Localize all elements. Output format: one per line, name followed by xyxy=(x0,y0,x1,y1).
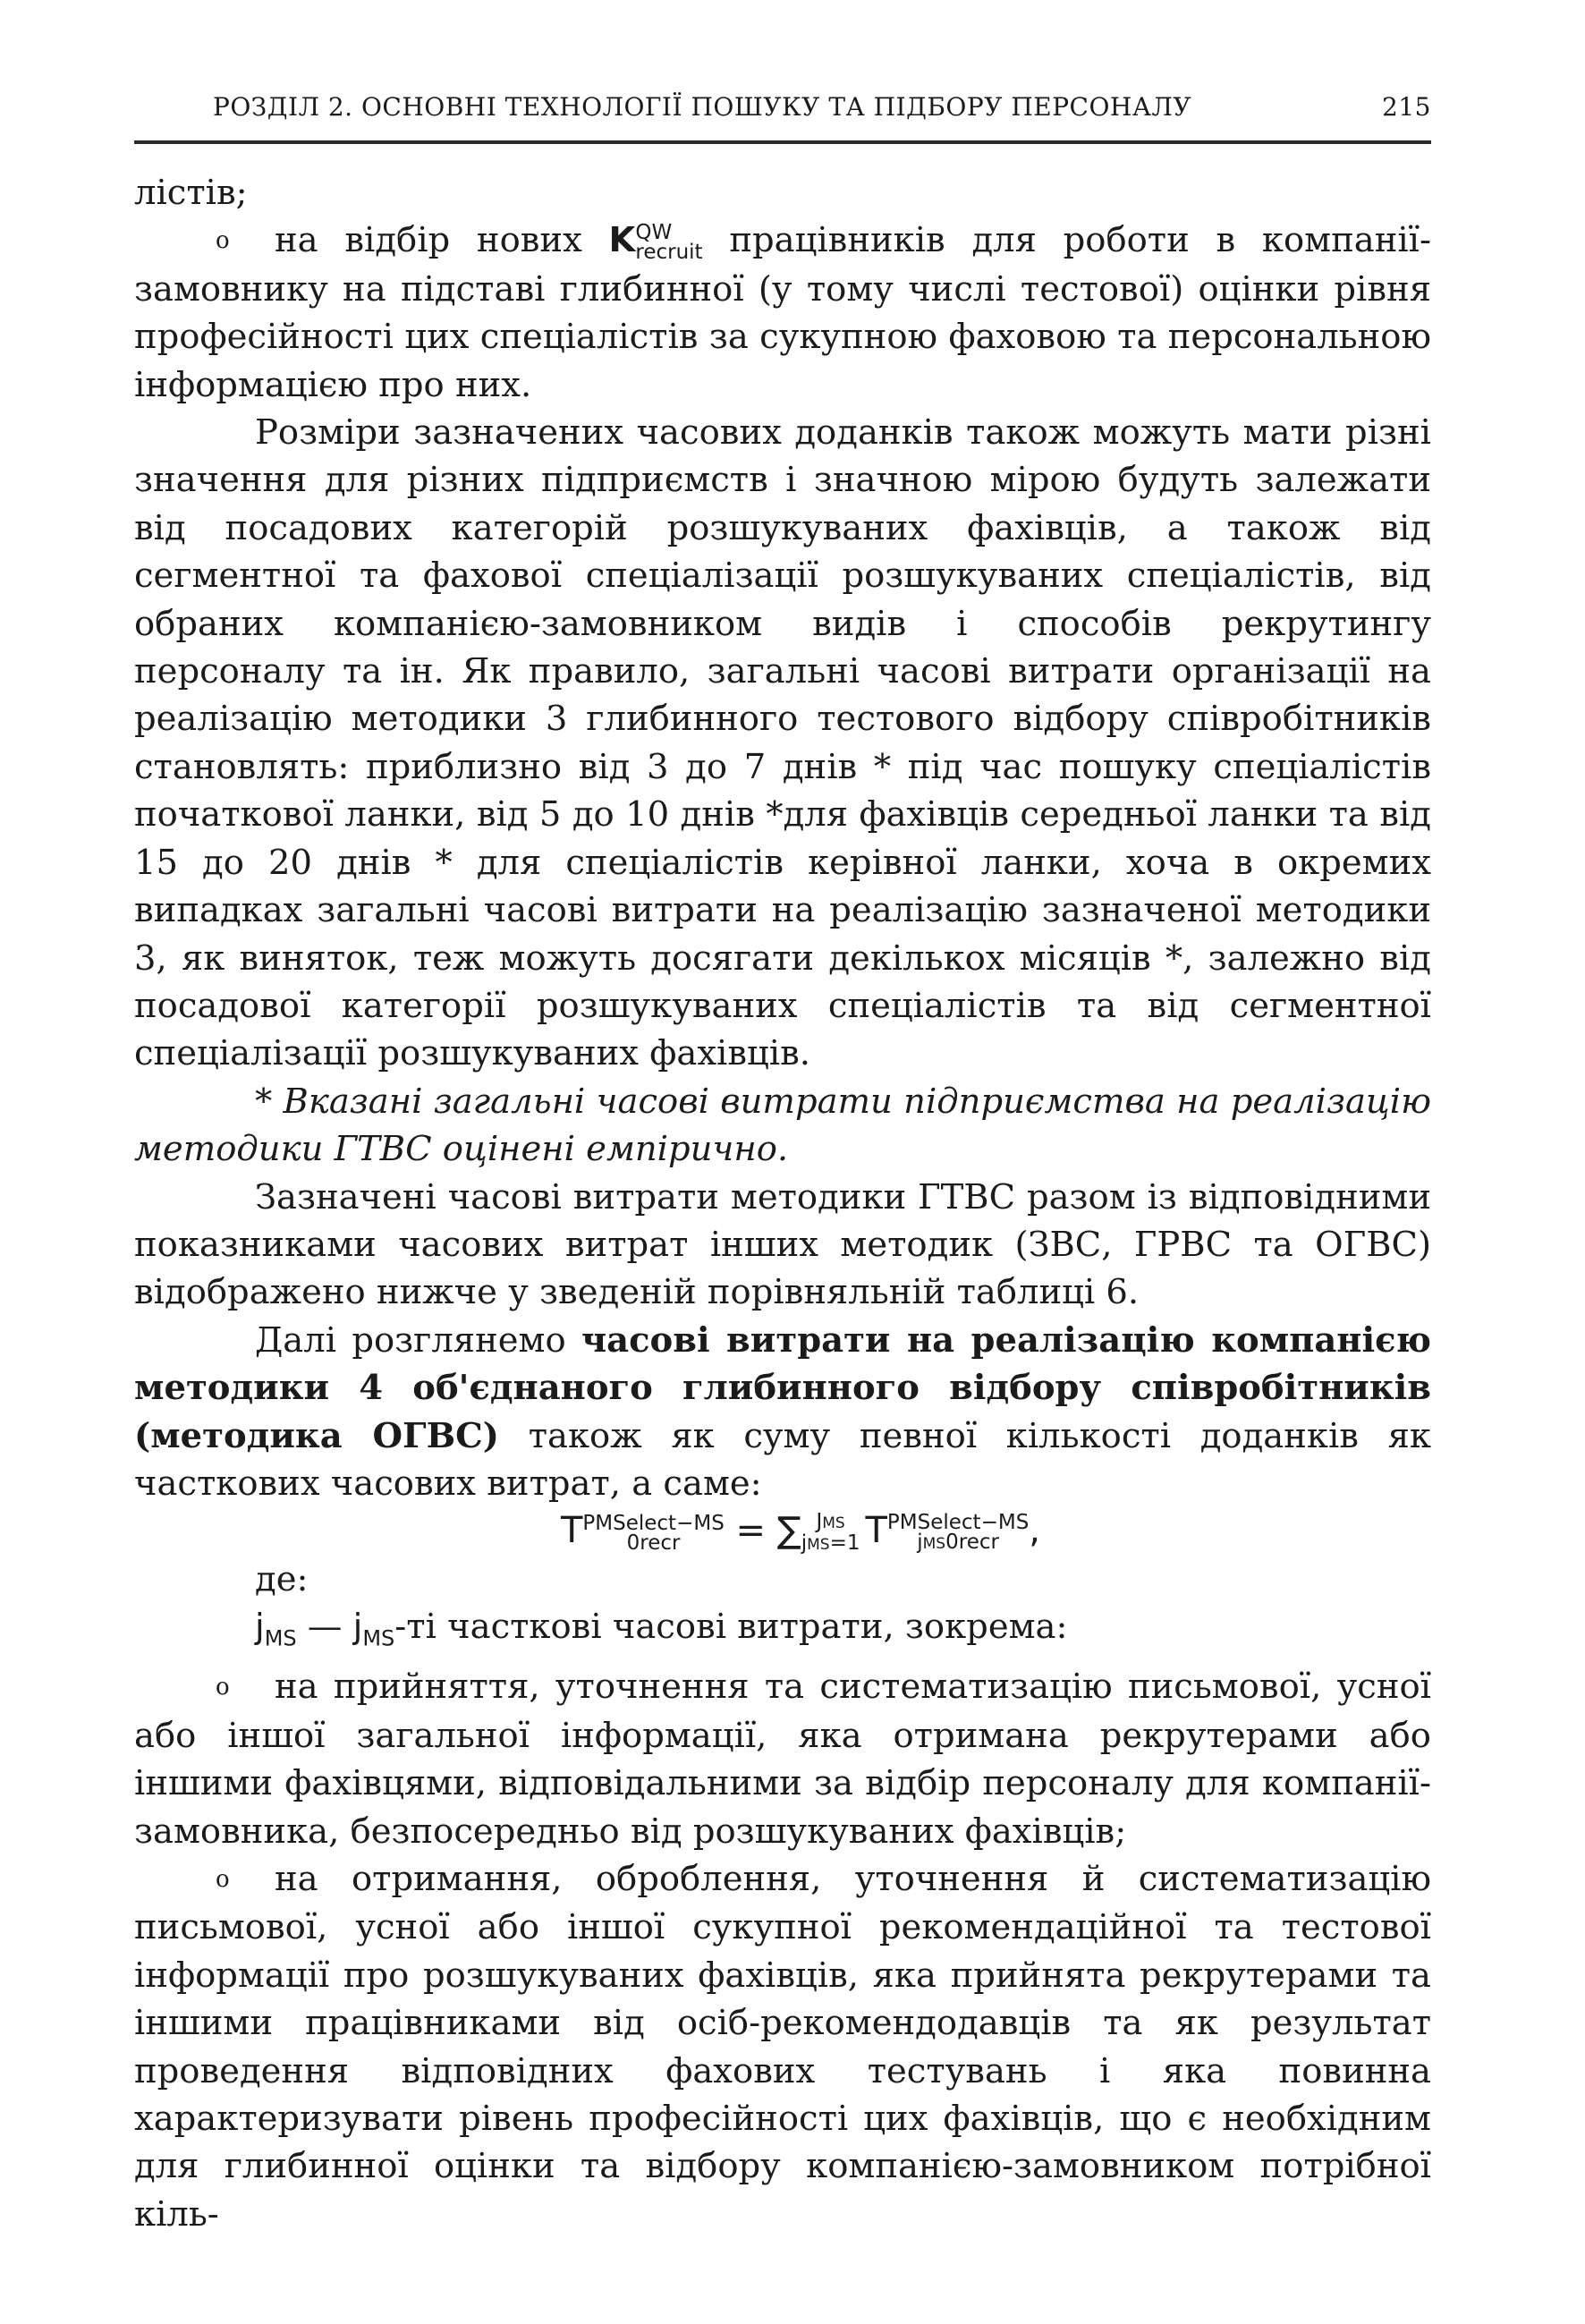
formula-lhs-sup: PMSelect−MS xyxy=(582,1512,725,1536)
definition-j2-sub: MS xyxy=(362,1625,395,1651)
bullet-text-pre: на відбір нових xyxy=(275,220,609,261)
paragraph-definition xyxy=(134,1603,1431,1663)
k-superscript: QW xyxy=(635,221,673,245)
paragraph-comparison: Зазначені часові витрати методики ГТВС разом із відповідними показниками часових витрат інших методик (ЗВС, ГРВС та ОГВС) відображено нижче у зведеній порівняльній таблиці 6. xyxy=(134,1176,1431,1313)
k-subscript: recruit xyxy=(635,241,703,265)
k-indices xyxy=(635,221,703,265)
page xyxy=(134,85,1431,2238)
page-number: 215 xyxy=(1382,92,1431,122)
definition-j2: j xyxy=(352,1607,363,1648)
formula-rhs-sub xyxy=(887,1532,1029,1554)
formula-lhs-indices xyxy=(582,1512,725,1556)
formula-sum-lower-ms: MS xyxy=(807,1536,830,1555)
formula-sum-lower-j: j xyxy=(801,1531,808,1556)
formula-comma: , xyxy=(1029,1510,1041,1552)
bullet-text-post: працівників для роботи в компанії-замовнику на підставі глибинної (у тому числі тестової) оцінки рівня професійності цих спеціалістів за сукупною фаховою та персональною інформацією про них. xyxy=(134,220,1432,405)
formula xyxy=(134,1507,1431,1555)
definition-text: -ті часткові часові витрати, зокрема: xyxy=(394,1607,1068,1648)
formula-sum-limits xyxy=(801,1512,860,1555)
paragraph-continuation: лістів; xyxy=(134,173,248,213)
paragraph-where: де: xyxy=(255,1558,309,1599)
bullet-mark: o xyxy=(216,1865,230,1893)
definition-j1: j xyxy=(255,1607,265,1648)
formula-sum-upper xyxy=(801,1512,860,1533)
definition-j1-sub: MS xyxy=(264,1625,297,1651)
formula-rhs-sub-j: j xyxy=(917,1531,923,1555)
formula-sum-sign: ∑ xyxy=(776,1510,801,1552)
formula-lhs-sub: 0recr xyxy=(626,1531,681,1556)
formula-equals: = xyxy=(724,1510,777,1552)
bullet-item-general-info xyxy=(134,1663,1431,1855)
body-text xyxy=(134,169,1431,2238)
formula-sum-upper-j: J xyxy=(816,1510,823,1534)
bullet-text: на отримання, оброблення, уточнення й систематизацію письмової, усної або іншої сукупної рекомендаційної та тестової інформації про розшукуваних фахівців, яка прийнята рекрутерами та іншими працівниками від осіб-рекомендодавців та як результат проведення відповідних фахових тестувань і яка повинна характеризувати рівень професійності цих фахівців, що є необхідним для глибинної оцінки та відбору компанією-замовником потрібної кіль- xyxy=(134,1858,1431,2235)
chapter-title: РОЗДІЛ 2. ОСНОВНІ ТЕХНОЛОГІЇ ПОШУКУ ТА ПІДБОРУ ПЕРСОНАЛУ xyxy=(213,92,1192,122)
formula-lhs-t: T xyxy=(560,1510,583,1552)
method-4-post: також як суму певної кількості доданків як часткових часових витрат, а саме: xyxy=(134,1415,1431,1504)
bullet-mark: o xyxy=(216,227,230,255)
bullet-item-recruit xyxy=(134,216,1431,409)
formula-sum-lower xyxy=(801,1533,860,1555)
formula-rhs-indices xyxy=(887,1513,1029,1554)
method-4-pre: Далі розглянемо xyxy=(255,1319,581,1361)
formula-sum-upper-ms: MS xyxy=(822,1514,845,1533)
paragraph-method-4 xyxy=(134,1317,1431,1508)
formula-sum-lower-rest: =1 xyxy=(829,1531,860,1556)
formula-rhs-sub-rest: 0recr xyxy=(945,1531,999,1555)
method-4-bold: часові витрати на реалізацію компанією методики 4 об'єднаного глибинного відбору співробітників (методика ОГВС) xyxy=(134,1319,1431,1456)
k-symbol: K xyxy=(608,220,636,261)
paragraph-time-components: Розміри зазначених часових доданків також можуть мати різні значення для різних підприємств і значною мірою будуть залежати від посадових категорій розшукуваних фахівців, а також від сегментної та фахової спеціалізації розшукуваних спеціалістів, від обраних компанією-замовником видів і способів рекрутингу персоналу та ін. Як правило, загальні часові витрати організації на реалізацію методики 3 глибинного тестового відбору співробітників становлять: приблизно від 3 до 7 днів * під час пошуку спеціалістів початкової ланки, від 5 до 10 днів *для фахівців середньої ланки та від 15 до 20 днів * для спеціалістів керівної ланки, хоча в окремих випадках загальні часові витрати на реалізацію зазначеної методики 3, як виняток, теж можуть досягати декількох місяців *, залежно від посадової категорії розшукуваних спеціалістів та від сегментної спеціалізації розшукуваних фахівців. xyxy=(134,412,1431,1074)
formula-rhs-sub-ms: MS xyxy=(922,1535,946,1554)
footnote-note: * Вказані загальні часові витрати підприємства на реалізацію методики ГТВС оцінені емпірично. xyxy=(134,1081,1431,1170)
bullet-mark: o xyxy=(216,1674,230,1701)
bullet-item-recommendation-info xyxy=(134,1855,1431,2238)
bullet-text: на прийняття, уточнення та систематизацію письмової, усної або іншої загальної інформації, яка отримана рекрутерами або іншими фахівцями, відповідальними за відбір персоналу для компанії-замовника, безпосередньо від розшукуваних фахівців; xyxy=(134,1667,1431,1852)
running-header xyxy=(134,85,1431,144)
definition-dash: — xyxy=(296,1607,353,1648)
formula-rhs-t: T xyxy=(865,1510,887,1552)
formula-rhs-sup: PMSelect−MS xyxy=(886,1511,1030,1535)
